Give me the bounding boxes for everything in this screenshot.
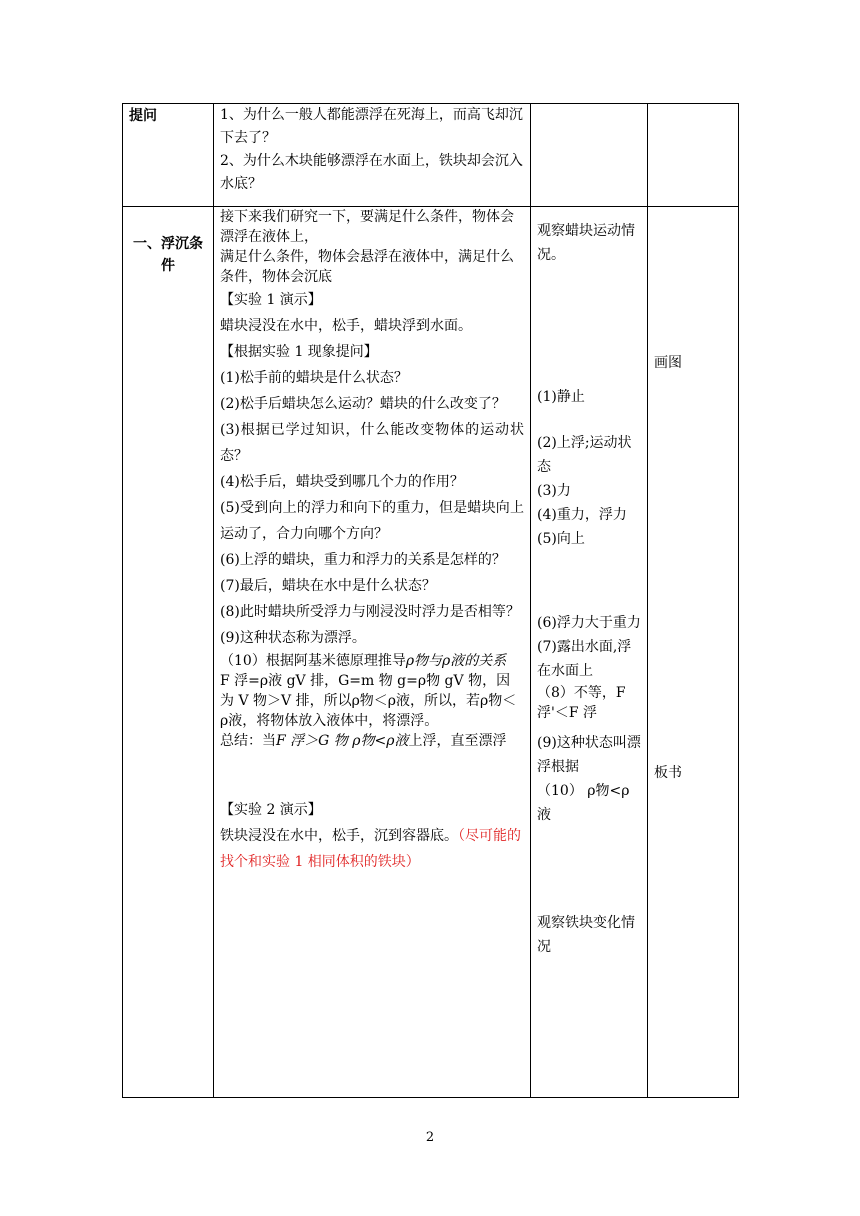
question-item: (3)根据已学过知识，什么能改变物体的运动状态？ — [220, 422, 524, 464]
notes-cell — [648, 104, 739, 207]
student-answer-9: (9)这种状态叫漂浮根据 — [537, 735, 641, 775]
student-answer-10: （10） ρ物<ρ液 — [537, 783, 630, 823]
row-label-cell — [123, 104, 214, 207]
question-item: (7)最后，蜡块在水中是什么状态？ — [220, 578, 436, 594]
student-observe-2: 观察铁块变化情况 — [537, 915, 635, 955]
q10-prefix: （10）根据阿基米德原理推导 — [220, 653, 406, 669]
row-label-cell — [123, 207, 214, 1098]
question-item: (5)受到向上的浮力和向下的重力，但是蜡块向上运动了，合力向哪个方向？ — [220, 500, 524, 542]
exp2-desc-text: 铁块浸没在水中，松手，沉到容器底。 — [220, 828, 458, 844]
student-answer-6: (6)浮力大于重力 — [537, 615, 641, 631]
student-answer-8: （8）不等，F 浮'＜F 浮 — [537, 685, 626, 721]
student-answer-1: (1)静止 — [537, 389, 585, 405]
note-1: 画图 — [654, 355, 682, 371]
exp2-note: （尽可能的找个和实验 1 相同体积的铁块） — [220, 828, 521, 870]
question-item: (4)松手后，蜡块受到哪几个力的作用？ — [220, 474, 464, 490]
exp2-title: 【实验 2 演示】 — [220, 802, 322, 818]
student-activity-cell — [531, 207, 648, 1098]
table-row — [123, 104, 739, 207]
lesson-table — [122, 103, 739, 1098]
note-2: 板书 — [654, 765, 682, 781]
student-answer-3: (3)力 — [537, 483, 571, 499]
question-10 — [220, 651, 524, 671]
table-row — [123, 207, 739, 1098]
notes-cell — [648, 207, 739, 1098]
student-answer-2: (2)上浮;运动状态 — [537, 435, 632, 475]
q10-formula: ρ物与ρ液的关系 — [405, 653, 507, 669]
student-answer-4: (4)重力，浮力 — [537, 507, 627, 523]
exp1-question-title: 【根据实验 1 现象提问】 — [220, 344, 378, 360]
intro-line-2: 满足什么条件，物体会悬浮在液体中，满足什么条件，物体会沉底 — [220, 249, 514, 285]
summary — [220, 731, 524, 751]
exp1-title: 【实验 1 演示】 — [220, 292, 322, 308]
exp1-desc: 蜡块浸没在水中，松手，蜡块浮到水面。 — [220, 318, 472, 334]
derivation: F 浮=ρ液 gV 排，G=m 物 g=ρ物 gV 物，因为 V 物＞V 排，所以ρ物＜ρ液，所以，若ρ物＜ρ液，将物体放入液体中，将漂浮。 — [220, 673, 517, 729]
exp2-desc — [220, 823, 524, 875]
question-1: 1、为什么一般人都能漂浮在死海上，而高飞却沉下去了？ — [220, 107, 523, 146]
teacher-activity-cell — [214, 207, 531, 1098]
student-observe-1: 观察蜡块运动情况。 — [537, 223, 635, 263]
question-item: (1)松手前的蜡块是什么状态？ — [220, 370, 408, 386]
page-number: 2 — [425, 1130, 435, 1145]
question-item: (8)此时蜡块所受浮力与刚浸没时浮力是否相等？ — [220, 604, 520, 620]
summary-suffix: 上浮，直至漂浮 — [408, 733, 507, 749]
question-item: (2)松手后蜡块怎么运动？蜡块的什么改变了？ — [220, 396, 506, 412]
question-2: 2、为什么木块能够漂浮在水面上，铁块却会沉入水底？ — [220, 153, 523, 192]
intro-line-1: 接下来我们研究一下，要满足什么条件，物体会漂浮在液体上， — [220, 209, 514, 245]
student-activity-cell — [531, 104, 648, 207]
question-item: (6)上浮的蜡块，重力和浮力的关系是怎样的？ — [220, 552, 506, 568]
teacher-activity-cell — [214, 104, 531, 207]
student-answer-7: (7)露出水面,浮在水面上 — [537, 639, 632, 679]
question-item: (9)这种状态称为漂浮。 — [220, 630, 366, 646]
summary-formula: F 浮＞G 物 ρ物<ρ液 — [276, 733, 409, 749]
row-label: 提问 — [129, 108, 157, 124]
row-label: 一、浮沉条件 — [133, 236, 203, 274]
summary-prefix: 总结：当 — [220, 733, 276, 749]
student-answer-5: (5)向上 — [537, 531, 585, 547]
